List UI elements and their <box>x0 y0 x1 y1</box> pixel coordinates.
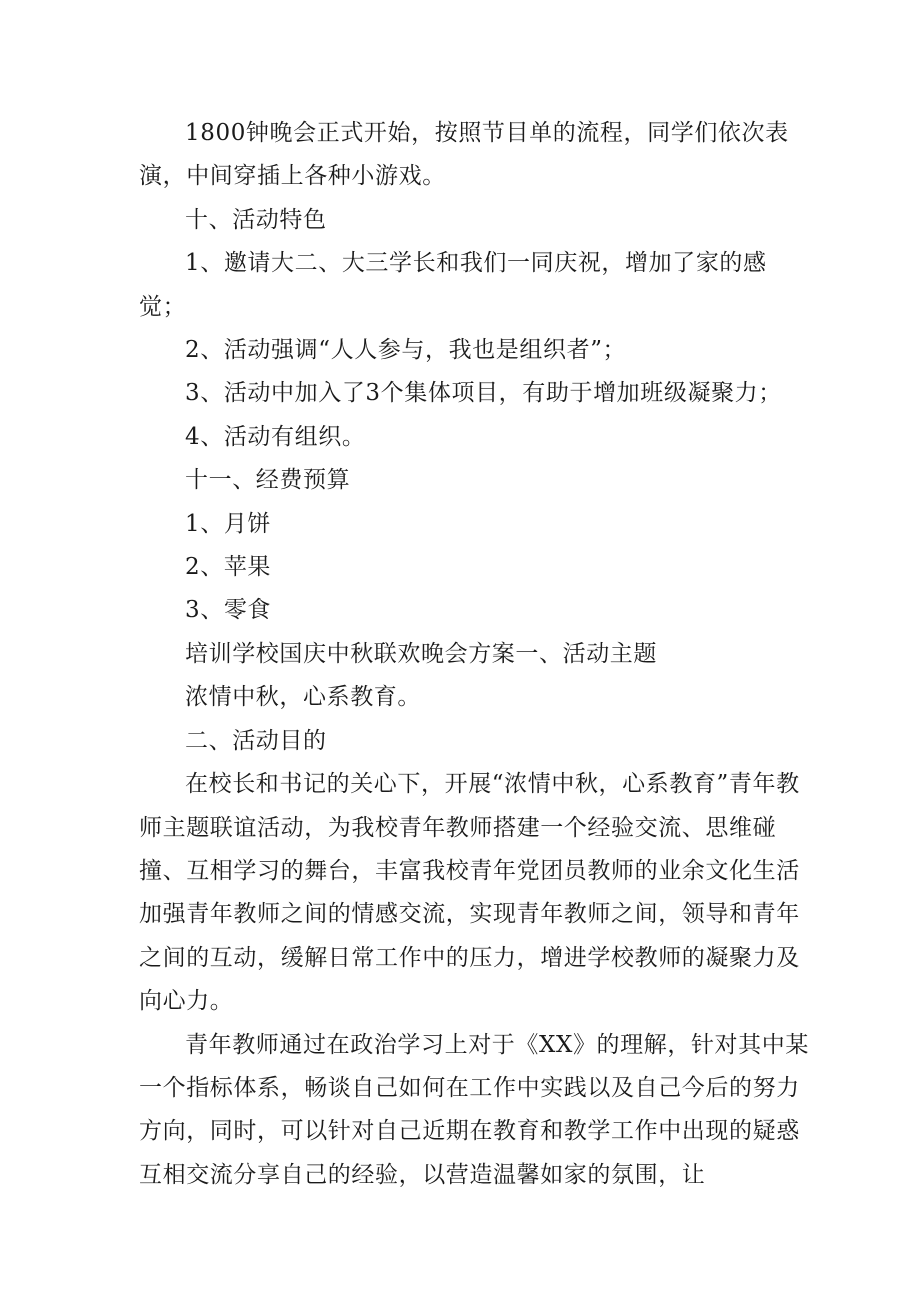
paragraph-theme: 浓情中秋，心系教育。 <box>185 684 421 711</box>
heading-budget: 十一、经费预算 <box>185 467 351 494</box>
heading-plan-theme: 培训学校国庆中秋联欢晚会方案一、活动主题 <box>185 640 657 667</box>
list-item-feature-4: 4、活动有组织。 <box>185 423 366 450</box>
document-body <box>139 112 809 1197</box>
list-item-feature-3: 3、活动中加入了3个集体项目，有助于增加班级凝聚力； <box>185 380 782 407</box>
list-item-budget-2: 2、苹果 <box>185 554 272 581</box>
heading-activity-features: 十、活动特色 <box>185 206 327 233</box>
paragraph-purpose: 在校长和书记的关心下，开展“浓情中秋，心系教育”青年教师主题联谊活动，为我校青年教师搭建一个经验交流、思维碰撞、互相学习的舞台，丰富我校青年党团员教师的业余文化生活加强青年教师之间的情感交流，实现青年教师之间，领导和青年之间的互动，缓解日常工作中的压力，增进学校教师的凝聚力及向心力。 <box>139 771 800 1015</box>
list-item-feature-1: 1、邀请大二、大三学长和我们一同庆祝，增加了家的感觉； <box>139 250 767 320</box>
list-item-budget-1: 1、月饼 <box>185 510 272 537</box>
heading-activity-purpose: 二、活动目的 <box>185 727 327 754</box>
list-item-feature-2: 2、活动强调“人人参与，我也是组织者”； <box>185 337 627 364</box>
paragraph-gala-start: 1800钟晚会正式开始，按照节目单的流程，同学们依次表演，中间穿插上各种小游戏。 <box>139 120 789 190</box>
list-item-budget-3: 3、零食 <box>185 597 272 624</box>
paragraph-teacher-sharing: 青年教师通过在政治学习上对于《XX》的理解，针对其中某一个指标体系，畅谈自己如何在工作中实践以及自己今后的努力方向，同时，可以针对自己近期在教育和教学工作中出现的疑惑互相交流分享自己的经验，以营造温馨如家的氛围，让 <box>139 1031 809 1188</box>
